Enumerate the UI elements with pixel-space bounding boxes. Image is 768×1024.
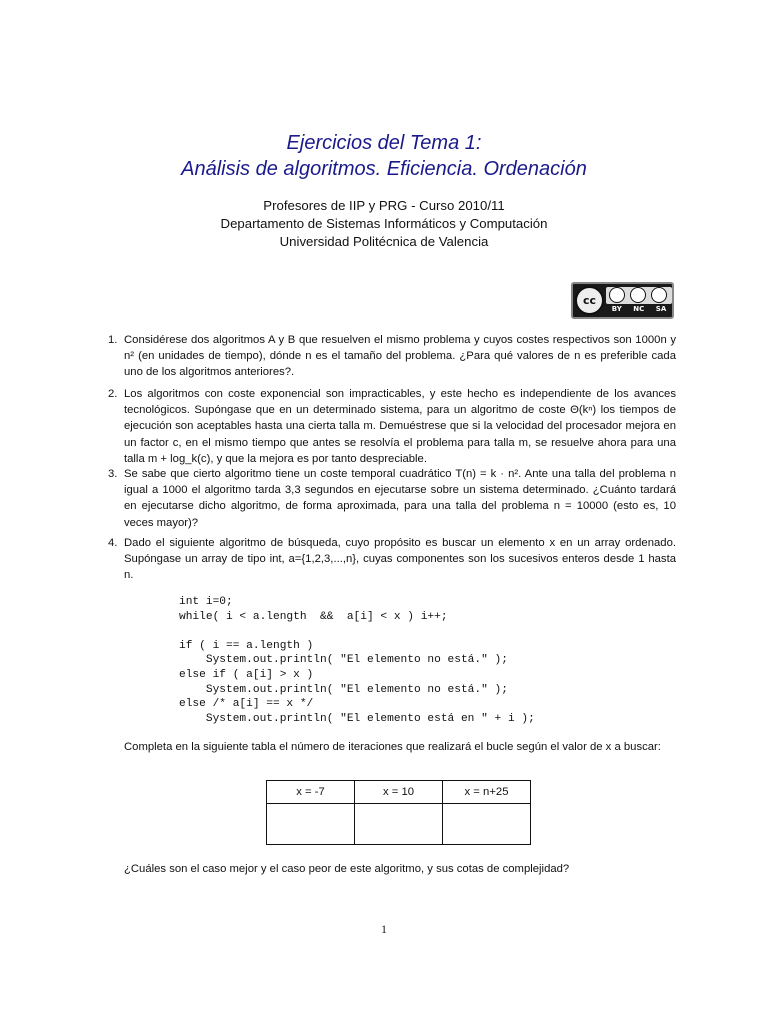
exercise-number: 1. [108,334,118,346]
exercise-text: Se sabe que cierto algoritmo tiene un coste temporal cuadrático T(n) = k · n². Ante una talla del problema n igual a 1000 el algoritmo tarda 3,3 segundos en ejecutarse sobre un sistema determinado. ¿Cuánto tardará en ejecutarse dicho algoritmo, de forma aproximada, para una talla del problema n = 10000 (esto es, 10 veces mayor)? [124,468,676,529]
title-line-2: Análisis de algoritmos. Eficiencia. Ordenación [181,158,587,180]
exercise-3 [108,466,676,531]
sa-share-icon [651,287,667,303]
complexity-question: ¿Cuáles son el caso mejor y el caso peor de este algoritmo, y sus cotas de complejidad? [124,863,570,875]
code-block: int i=0; while( i < a.length && a[i] < x ) i++; if ( i == a.length ) System.out.println( "El elemento no está." ); else if ( a[i] > x ) System.out.println( "El elemento no está." ); else /* a[i] == x */ System.out.println( "El elemento está en " + i ); [179,596,535,725]
exercise-1 [108,332,676,381]
nc-label: NC [633,305,645,313]
exercise-text: Los algoritmos con coste exponencial son impracticables, y este hecho es independiente de los avances tecnológicos. Supóngase que en un determinado sistema, para un algoritmo de coste Θ(kⁿ) los tiempos de ejecución son aceptables hasta una cierta talla m. Demuéstrese que si la velocidad del procesador mejora en un factor c, en el mismo tiempo que antes se resolvía el problema para talla m, se resuelve ahora para una talla m + log_k(c), y que la mejora es por tanto despreciable. [124,388,676,465]
authors: Profesores de IIP y PRG - Curso 2010/11 [263,198,505,213]
exercise-text: Dado el siguiente algoritmo de búsqueda, cuyo propósito es buscar un elemento x en un array ordenado. Supóngase un array de tipo int, a={1,2,3,...,n}, cuyas componentes son los sucesivos enteros desde 1 hasta n. [124,537,676,582]
nc-dollar-icon [630,287,646,303]
table-header: x = 10 [355,781,443,804]
table-cell [443,804,531,845]
by-person-icon [609,287,625,303]
sa-label: SA [655,305,667,313]
exercise-number: 2. [108,388,118,400]
table-cell [355,804,443,845]
table-header: x = n+25 [443,781,531,804]
iterations-table [266,780,531,845]
page-number: 1 [381,924,387,936]
exercise-number: 4. [108,537,118,549]
table-intro: Completa en la siguiente tabla el número de iteraciones que realizará el bucle según el valor de x a buscar: [124,741,661,753]
creative-commons-license-badge [571,282,674,319]
title-line-1: Ejercicios del Tema 1: [286,132,482,154]
cc-logo-icon: cc [575,286,604,315]
table-cell [267,804,355,845]
exercise-2 [108,386,676,467]
by-label: BY [611,305,622,313]
exercise-number: 3. [108,468,118,480]
table-header: x = -7 [267,781,355,804]
exercise-4 [108,535,676,584]
exercise-text: Considérese dos algoritmos A y B que resuelven el mismo problema y cuyos costes respectivos son 1000n y n² (en unidades de tiempo), dónde n es el tamaño del problema. ¿Para qué valores de n es preferible cada uno de los algoritmos anteriores?. [124,334,676,379]
university: Universidad Politécnica de Valencia [279,234,489,249]
department: Departamento de Sistemas Informáticos y Computación [220,216,548,231]
